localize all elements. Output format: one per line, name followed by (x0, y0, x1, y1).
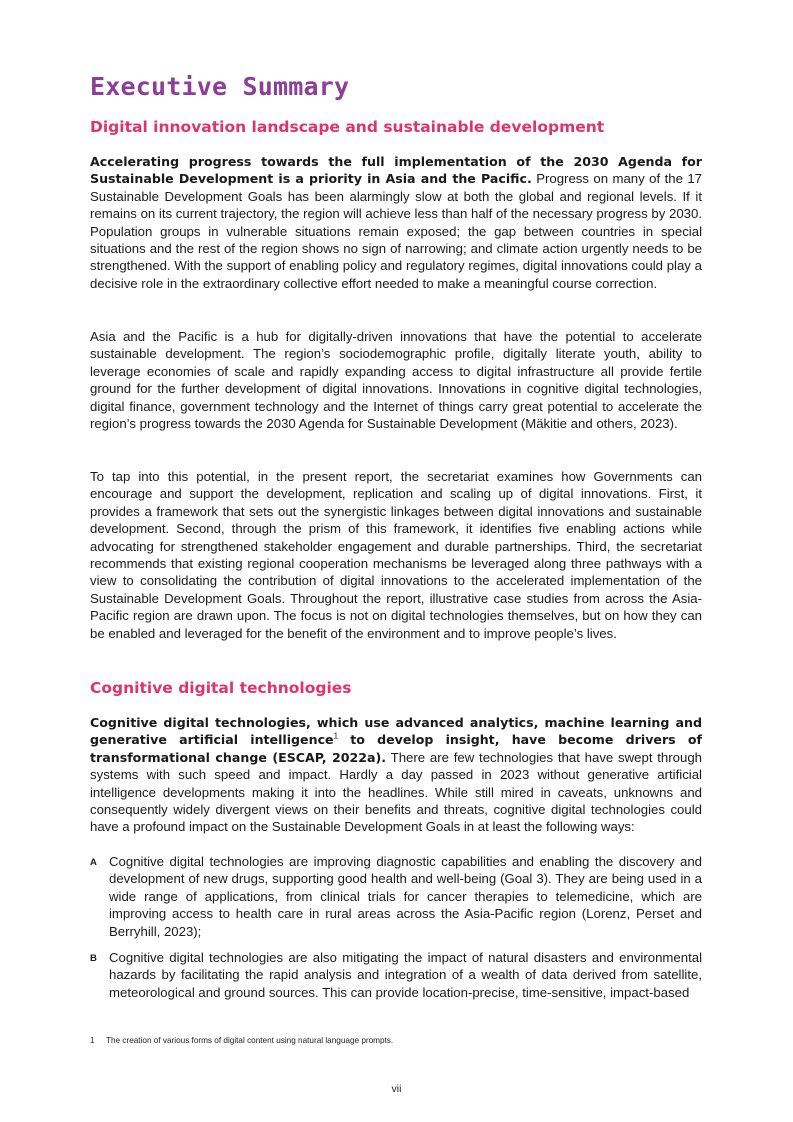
section-heading-cognitive: Cognitive digital technologies (90, 679, 352, 697)
paragraph-1-text: Progress on many of the 17 Sustainable Development Goals has been alarmingly slow at both the global and regional levels. If it remains on its current trajectory, the region will achieve less than half of the necessary progress by 2030. Population groups in vulnerable situations remain exposed; the gap between countries in special situations and the rest of the region shows no sign of narrowing; and climate action urgently needs to be strengthened. With the support of enabling policy and regulatory regimes, digital innovations could play a decisive role in the extraordinary collective effort needed to make a meaningful course correction. (90, 171, 702, 291)
paragraph-4-lead-a: Cognitive digital technologies, which use advanced analytics, machine learning and generative artificial intelligence (90, 715, 702, 748)
page-number: vii (391, 1083, 402, 1095)
list-item (90, 853, 702, 940)
paragraph-1-lead: Accelerating progress towards the full implementation of the 2030 Agenda for Sustainable Development is a priority in Asia and the Pacific. (90, 154, 702, 187)
paragraph-2: Asia and the Pacific is a hub for digitally-driven innovations that have the potential to accelerate sustainable development. The region’s sociodemographic profile, digitally literate youth, ability to leverage economies of scale and rapidly expanding access to digital infrastructure all provide fertile ground for the further development of digital innovations. Innovations in cognitive digital technologies, digital finance, government technology and the Internet of things carry great potential to accelerate the region’s progress towards the 2030 Agenda for Sustainable Development (Mäkitie and others, 2023). (90, 329, 702, 432)
paragraph-4 (90, 714, 702, 836)
page-title: Executive Summary (90, 72, 350, 101)
footnote (90, 1036, 393, 1045)
paragraph-4-lead-b: to develop insight, have become drivers of transformational change (ESCAP, 2022a). (90, 732, 702, 765)
impact-list (90, 853, 702, 1010)
list-marker: A (90, 857, 97, 868)
paragraph-1 (90, 153, 702, 292)
list-item-text: Cognitive digital technologies are improving diagnostic capabilities and enabling the discovery and development of new drugs, supporting good health and well-being (Goal 3). They are being used in a wide range of applications, from clinical trials for cancer therapies to telemedicine, which are improving access to health care in rural areas across the Asia-Pacific region (Lorenz, Perset and Berryhill, 2023); (109, 854, 702, 939)
paragraph-4-text: There are few technologies that have swept through systems with such speed and impact. Hardly a day passed in 2023 without generative artificial intelligence developments making it into the headlines. While still mired in caveats, unknowns and consequently widely divergent views on their benefits and threats, cognitive digital technologies could have a profound impact on the Sustainable Development Goals in at least the following ways: (90, 749, 702, 835)
footnote-text: The creation of various forms of digital content using natural language prompts. (106, 1036, 394, 1045)
footnote-reference: 1 (333, 732, 339, 742)
list-item (90, 949, 702, 1001)
footnote-number: 1 (90, 1036, 95, 1045)
section-heading-digital-innovation: Digital innovation landscape and sustainable development (90, 118, 605, 136)
list-marker: B (90, 953, 97, 965)
paragraph-3: To tap into this potential, in the present report, the secretariat examines how Governments can encourage and support the development, replication and scaling up of digital innovations. First, it provides a framework that sets out the synergistic linkages between digital innovations and sustainable development. Second, through the prism of this framework, it identifies five enabling actions while advocating for strengthened stakeholder engagement and durable partnerships. Third, the secretariat recommends that existing regional cooperation mechanisms be leveraged along three pathways with a view to consolidating the contribution of digital innovations to the accelerated implementation of the Sustainable Development Goals. Throughout the report, illustrative case studies from across the Asia-Pacific region are drawn upon. The focus is not on digital technologies themselves, but on how they can be enabled and leveraged for the benefit of the environment and to improve people’s lives. (90, 469, 702, 641)
list-item-text: Cognitive digital technologies are also mitigating the impact of natural disasters and environmental hazards by facilitating the rapid analysis and integration of a wealth of data derived from satellite, meteorological and ground sources. This can provide location-precise, time-sensitive, impact-based (109, 950, 702, 1000)
